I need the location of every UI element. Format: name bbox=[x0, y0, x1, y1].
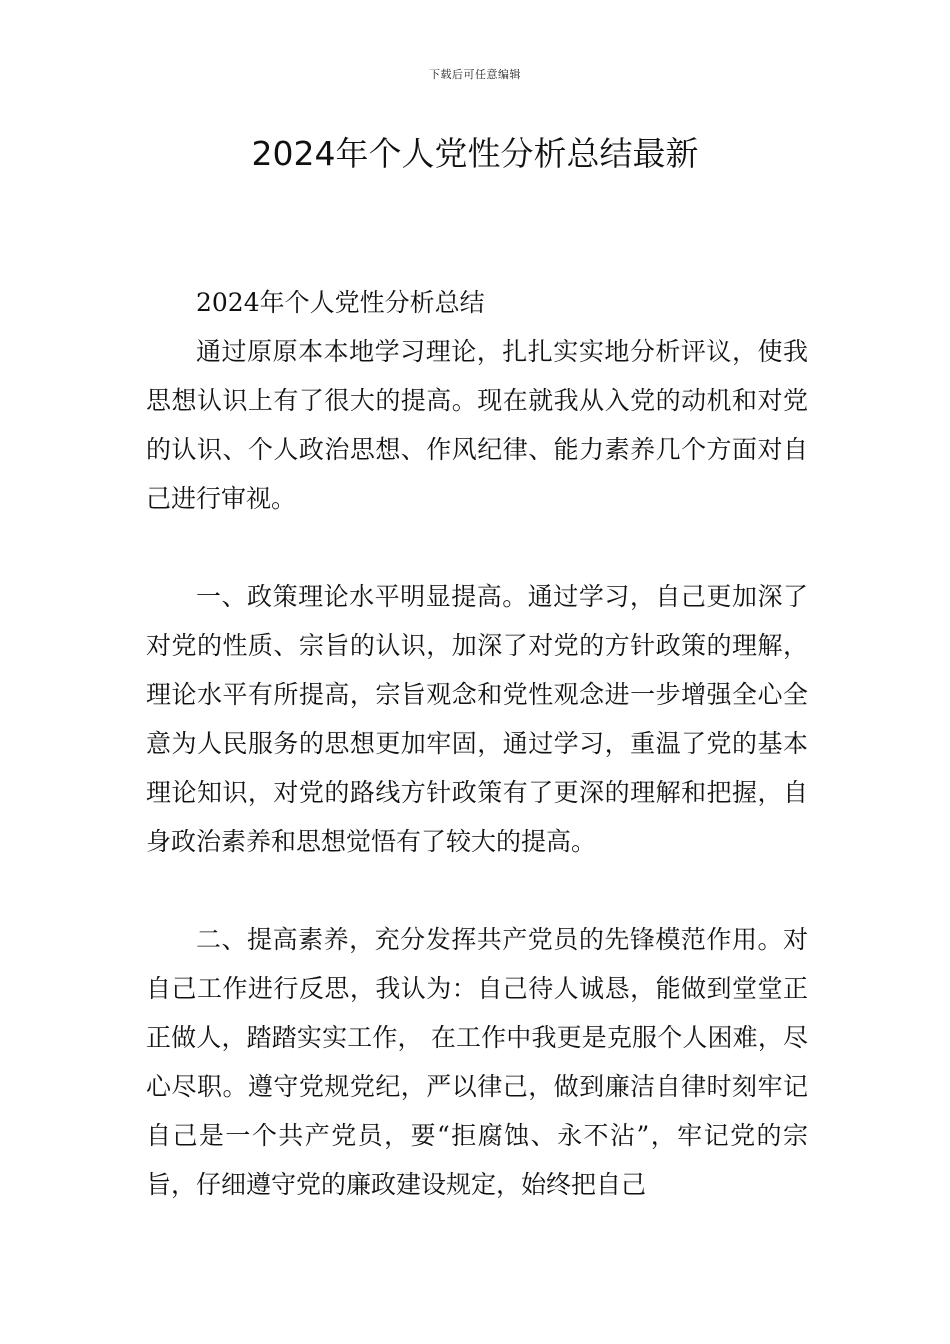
paragraph-section-two: 二、提高素养，充分发挥共产党员的先锋模范作用。对自己工作进行反思，我认为：自己待人诚恳，能做到堂堂正正做人，踏踏实实工作， 在工作中我更是克服个人困难，尽心尽职。遵守党规党纪，严以律己，做到廉洁自律时刻牢记自己是一个共产党员，要“拒腐蚀、永不沾”，牢记党的宗旨，仔细遵守党的廉政建设规定，始终把自己 bbox=[146, 925, 808, 1199]
paragraph-section-one: 一、政策理论水平明显提高。通过学习，自己更加深了对党的性质、宗旨的认识，加深了对党的方针政策的理解，理论水平有所提高，宗旨观念和党性观念进一步增强全心全意为人民服务的思想更加牢固，通过学习，重温了党的基本理论知识，对党的路线方针政策有了更深的理解和把握，自身政治素养和思想觉悟有了较大的提高。 bbox=[146, 582, 808, 856]
document-body bbox=[146, 278, 808, 1209]
page-header-note: 下载后可任意编辑 bbox=[429, 68, 521, 81]
document-subtitle: 2024年个人党性分析总结 bbox=[196, 288, 485, 317]
paragraph-intro: 通过原原本本地学习理论，扎扎实实地分析评议，使我思想认识上有了很大的提高。现在就我从入党的动机和对党的认识、个人政治思想、作风纪律、能力素养几个方面对自己进行审视。 bbox=[146, 337, 808, 513]
paragraph-spacer bbox=[146, 866, 808, 915]
document-title: 2024年个人党性分析总结最新 bbox=[251, 134, 699, 173]
paragraph-spacer bbox=[146, 523, 808, 572]
